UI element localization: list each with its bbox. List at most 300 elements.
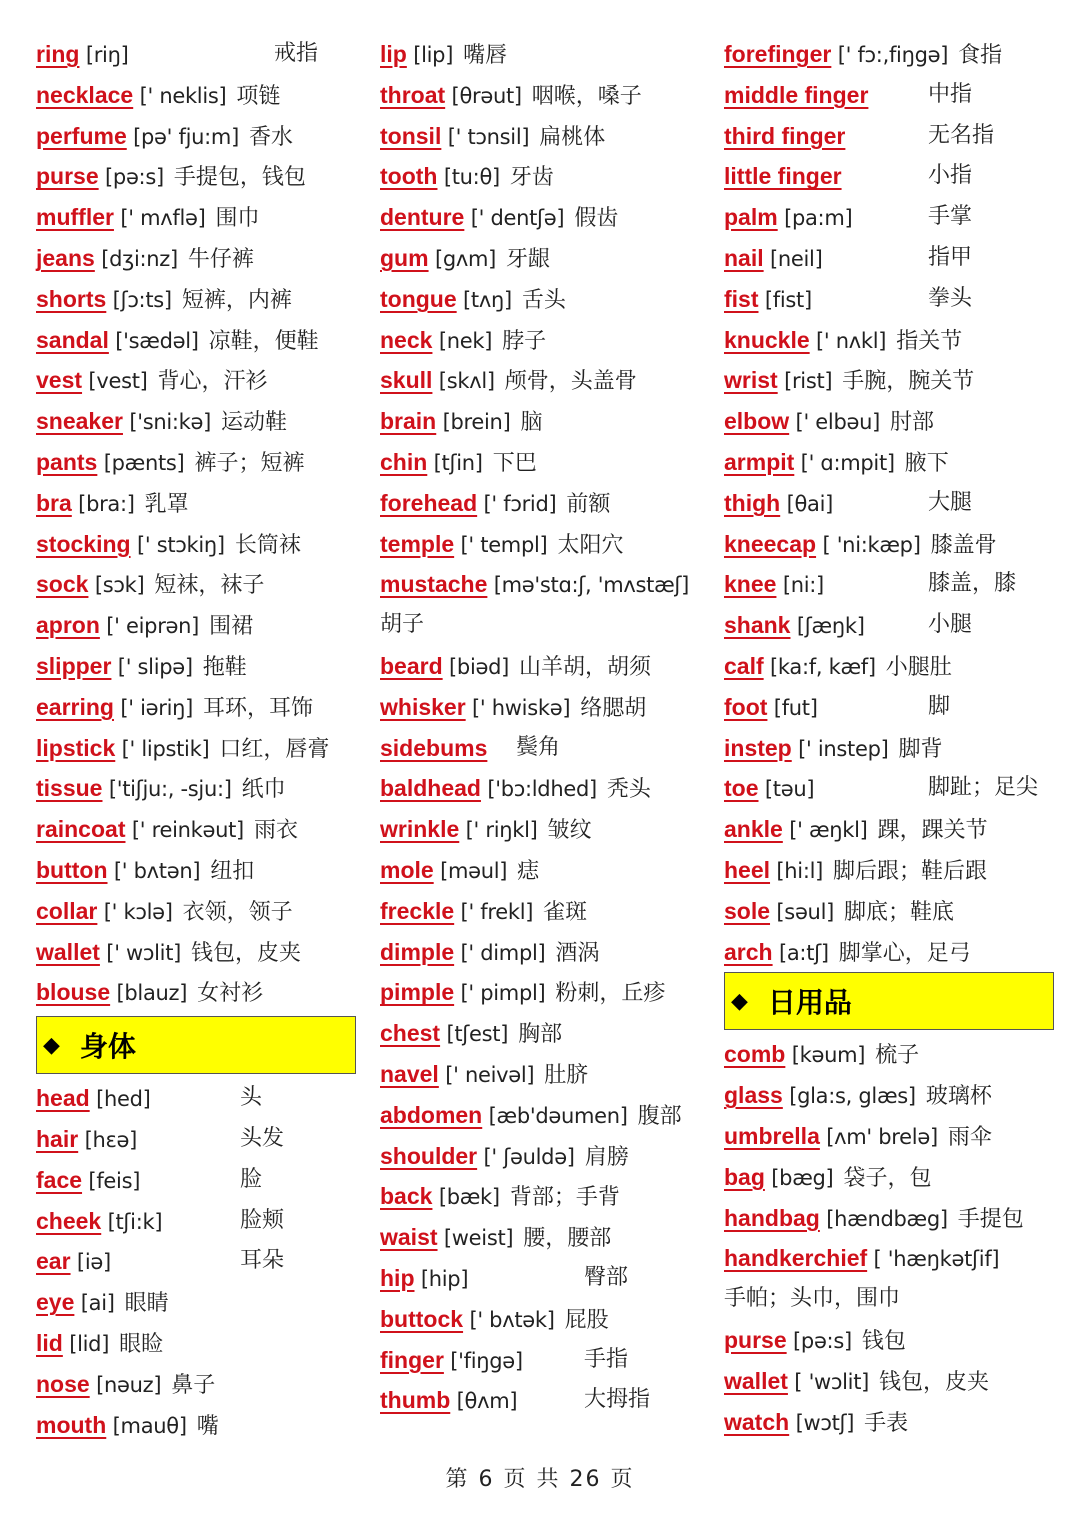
entry-phonetic: [' hwiskə] (465, 695, 571, 720)
vocab-entry (380, 401, 710, 442)
entry-meaning: 腋下 (904, 450, 949, 476)
entry-phonetic: [' fɔ:,fiŋgə] (831, 43, 949, 67)
entry-phonetic: [tʃest] (440, 1022, 509, 1047)
vocab-entry (36, 972, 356, 1013)
page-footer: 第 6 页 共 26 页 (445, 1467, 635, 1492)
entry-word: ankle (724, 816, 783, 843)
vocab-entry (380, 932, 710, 973)
vocab-entry (380, 279, 710, 320)
entry-meaning: 脚 (928, 693, 951, 719)
entry-phonetic: [ka:f, kæf] (763, 654, 876, 679)
entry-meaning-continuation: 胡子 (380, 612, 425, 638)
entry-word: hair (36, 1125, 79, 1152)
entry-phonetic: [pə:s] (786, 1328, 852, 1353)
vocab-entry (380, 360, 710, 401)
entry-phonetic: [' reinkəut] (125, 818, 244, 843)
entry-list (380, 34, 710, 605)
vocab-entry (36, 401, 356, 442)
entry-meaning: 长筒袜 (234, 532, 301, 558)
entry-word: chest (380, 1020, 441, 1047)
entry-word: head (36, 1085, 90, 1112)
entry-word: buttock (380, 1305, 464, 1332)
entry-meaning: 眼睑 (119, 1331, 164, 1357)
vocab-entry (724, 932, 1054, 973)
entry-list (724, 1320, 1054, 1442)
entry-meaning: 玻璃杯 (925, 1084, 992, 1110)
vocab-entry (36, 850, 356, 891)
entry-word: finger (380, 1346, 444, 1373)
entry-phonetic: [gla:s, glæs] (782, 1084, 916, 1109)
entry-phonetic: [rist] (777, 369, 833, 394)
vocab-entry (380, 320, 710, 361)
entry-meaning: 臀部 (584, 1264, 629, 1290)
vocab-entry (36, 1201, 356, 1242)
vocab-entry (36, 891, 356, 932)
entry-meaning: 痣 (517, 858, 540, 884)
vocab-entry (36, 605, 356, 646)
entry-meaning: 前额 (566, 491, 611, 517)
entry-word: abdomen (380, 1101, 483, 1128)
entry-meaning: 颅骨，头盖骨 (504, 369, 637, 395)
entry-phonetic: [' pimpl] (454, 981, 546, 1006)
entry-phonetic: [tʃin] (427, 450, 483, 475)
vocab-entry (724, 891, 1054, 932)
vocab-entry (36, 768, 356, 809)
vocab-entry (380, 75, 710, 116)
entry-meaning: 指甲 (928, 244, 973, 270)
entry-word: earring (36, 693, 114, 720)
entry-word: mouth (36, 1411, 107, 1438)
entry-phonetic: [ʃæŋk] (790, 614, 865, 639)
entry-meaning: 鼻子 (171, 1372, 216, 1398)
entry-word: sneaker (36, 408, 123, 435)
entry-word: calf (724, 652, 764, 679)
vocab-entry (380, 1299, 710, 1340)
entry-word: toe (724, 775, 759, 802)
vocab-entry (380, 768, 710, 809)
entry-meaning: 香水 (248, 124, 293, 150)
entry-meaning: 无名指 (928, 122, 995, 148)
entry-word: necklace (36, 81, 134, 108)
vocab-entry (380, 850, 710, 891)
entry-word: neck (380, 326, 433, 353)
entry-word: tonsil (380, 122, 442, 149)
entry-meaning: 踝，踝关节 (877, 818, 988, 844)
entry-meaning: 秃头 (606, 777, 651, 803)
vocab-entry (380, 687, 710, 728)
entry-word: face (36, 1166, 83, 1193)
entry-list (36, 1078, 356, 1445)
entry-word: heel (724, 856, 771, 883)
entry-meaning: 络腮胡 (580, 695, 647, 721)
entry-phonetic: [' bʌtək] (463, 1307, 555, 1332)
entry-word: nail (724, 244, 764, 271)
entry-phonetic: [neil] (763, 246, 823, 271)
entry-meaning: 短袜，袜子 (154, 573, 265, 599)
entry-meaning: 乳罩 (144, 491, 189, 517)
entry-word: tongue (380, 285, 457, 312)
vocab-entry (36, 1282, 356, 1323)
vocab-entry (36, 524, 356, 565)
section-title: 身体 (79, 1030, 136, 1064)
entry-phonetic: [' slipə] (111, 654, 193, 679)
entry-word: mole (380, 856, 434, 883)
entry-phonetic: [hed] (89, 1087, 151, 1112)
entry-word: sidebums (380, 734, 488, 761)
entry-word: brain (380, 408, 437, 435)
vocab-entry (724, 850, 1054, 891)
vocab-entry (724, 116, 1054, 157)
section-header-body (36, 1016, 356, 1074)
entry-word: skull (380, 367, 433, 394)
entry-phonetic: [lip] (406, 43, 454, 67)
vocab-entry (380, 1136, 710, 1177)
column-1 (36, 34, 356, 1445)
entry-phonetic: [riŋ] (79, 43, 129, 67)
entry-phonetic: [weist] (437, 1226, 514, 1251)
entry-phonetic: [' tɔnsil] (441, 124, 530, 149)
entry-meaning: 纸巾 (241, 777, 286, 803)
entry-meaning: 腰，腰部 (523, 1226, 612, 1252)
entry-word: apron (36, 612, 100, 639)
entry-phonetic: [mauθ] (106, 1413, 187, 1438)
entry-phonetic: [dʒi:nz] (94, 246, 178, 271)
entry-meaning: 裤子；短裤 (194, 450, 305, 476)
entry-phonetic: [skʌl] (432, 369, 495, 394)
entry-meaning: 皱纹 (547, 818, 592, 844)
entry-phonetic: [θrəut] (445, 83, 522, 108)
entry-word: pimple (380, 979, 455, 1006)
entry-meaning: 脸 (240, 1166, 263, 1192)
entry-phonetic: ['fiŋgə] (443, 1348, 523, 1373)
vocab-entry (380, 1176, 710, 1217)
entry-meaning-continuation: 手帕；头巾，围巾 (724, 1286, 901, 1312)
vocab-entry (380, 116, 710, 157)
entry-list (36, 34, 356, 1013)
entry-phonetic: [tʌŋ] (456, 287, 512, 312)
entry-phonetic: [' templ] (454, 532, 548, 557)
entry-meaning: 短裤，内裤 (181, 287, 292, 313)
vocab-entry (36, 564, 356, 605)
entry-meaning: 钱包，皮夹 (879, 1369, 990, 1395)
vocab-entry (724, 197, 1054, 238)
entry-phonetic: [wɔtʃ] (789, 1410, 855, 1435)
entry-word: collar (36, 897, 98, 924)
entry-meaning: 胸部 (518, 1022, 563, 1048)
vocab-entry (724, 75, 1054, 116)
entry-word: fist (724, 285, 759, 312)
entry-phonetic: [lid] (62, 1331, 110, 1356)
entry-meaning: 小腿 (928, 612, 973, 638)
entry-word: whisker (380, 693, 466, 720)
entry-word: glass (724, 1082, 783, 1109)
vocab-entry (36, 116, 356, 157)
entry-meaning: 酒涡 (555, 940, 600, 966)
diamond-icon: ◆ (43, 1032, 60, 1058)
entry-meaning: 大拇指 (584, 1387, 651, 1413)
vocab-entry (36, 687, 356, 728)
entry-meaning: 手提包，钱包 (173, 165, 306, 191)
entry-meaning: 下巴 (492, 450, 537, 476)
entry-phonetic: [pænts] (97, 450, 185, 475)
vocab-entry (724, 1034, 1054, 1075)
entry-phonetic: [æb'dəumen] (482, 1103, 628, 1128)
entry-meaning: 手提包 (957, 1206, 1024, 1232)
vocab-entry (36, 1405, 356, 1446)
vocab-entry (380, 891, 710, 932)
entry-phonetic: [ni:] (776, 573, 824, 598)
entry-meaning: 太阳穴 (557, 532, 624, 558)
vocab-entry (36, 320, 356, 361)
entry-meaning: 小指 (928, 163, 973, 189)
entry-word: navel (380, 1060, 439, 1087)
entry-phonetic: [bæk] (432, 1185, 500, 1210)
entry-meaning: 山羊胡，胡须 (519, 654, 652, 680)
entry-meaning: 凉鞋，便鞋 (208, 328, 319, 354)
entry-phonetic: [' ʃəuldə] (477, 1144, 575, 1169)
entry-meaning: 嘴 (196, 1413, 219, 1439)
entry-meaning: 钱包 (861, 1328, 906, 1354)
vocab-entry (724, 1198, 1054, 1239)
vocab-entry (724, 1075, 1054, 1116)
entry-word: shank (724, 612, 791, 639)
entry-word: throat (380, 81, 446, 108)
entry-word: sandal (36, 326, 109, 353)
entry-phonetic: [fist] (758, 287, 812, 312)
entry-phonetic: [ 'wɔlit] (787, 1369, 870, 1394)
entry-meaning: 拖鞋 (202, 654, 247, 680)
entry-meaning: 膝盖，膝 (928, 571, 1017, 597)
vocab-entry (724, 156, 1054, 197)
entry-phonetic: [nek] (432, 328, 493, 353)
entry-word: wallet (724, 1367, 788, 1394)
vocab-entry (380, 809, 710, 850)
entry-phonetic: [vest] (82, 369, 148, 394)
entry-word: purse (724, 1326, 787, 1353)
entry-phonetic: [' stɔkiŋ] (130, 532, 225, 557)
entry-word: muffler (36, 204, 114, 231)
entry-meaning: 背心，汗衫 (157, 369, 268, 395)
entry-word: armpit (724, 448, 795, 475)
entry-meaning: 拳头 (928, 285, 973, 311)
vocab-entry (36, 1078, 356, 1119)
entry-word: waist (380, 1224, 438, 1251)
entry-phonetic: [' iəriŋ] (113, 695, 194, 720)
entry-list (724, 34, 1054, 972)
entry-word: shoulder (380, 1142, 478, 1169)
entry-word: stocking (36, 530, 131, 557)
entry-phonetic: [' ɑ:mpit] (794, 450, 895, 475)
entry-phonetic: [hip] (414, 1266, 469, 1291)
entry-word: perfume (36, 122, 127, 149)
section-header-daily-items (724, 972, 1054, 1030)
entry-meaning: 脚底；鞋底 (844, 899, 955, 925)
entry-word: slipper (36, 652, 112, 679)
entry-phonetic: [sɔk] (88, 573, 145, 598)
entry-word: wrist (724, 367, 778, 394)
entry-meaning: 围巾 (215, 206, 260, 232)
entry-word: beard (380, 652, 443, 679)
vocab-entry (36, 1160, 356, 1201)
entry-phonetic: [bra:] (71, 491, 135, 516)
entry-word: third finger (724, 122, 846, 149)
vocab-entry (724, 687, 1054, 728)
vocab-entry (380, 1054, 710, 1095)
entry-meaning: 梳子 (875, 1043, 920, 1069)
entry-meaning: 咽喉，嗓子 (531, 83, 642, 109)
vocab-entry (724, 401, 1054, 442)
entry-word: lid (36, 1329, 63, 1356)
entry-phonetic: [pə' fju:m] (126, 124, 239, 149)
entry-meaning: 脚后跟；鞋后跟 (833, 858, 988, 884)
entry-word: lipstick (36, 734, 116, 761)
entry-meaning: 运动鞋 (221, 410, 288, 436)
vocab-entry (36, 75, 356, 116)
vocab-entry (380, 972, 710, 1013)
entry-phonetic: ['tiʃju:, -sju:] (102, 777, 232, 802)
entry-meaning: 膝盖骨 (930, 532, 997, 558)
vocab-entry (380, 1380, 710, 1421)
entry-meaning: 大腿 (928, 489, 973, 515)
entry-word: nose (36, 1370, 90, 1397)
entry-word: forehead (380, 489, 478, 516)
vocab-entry (36, 1323, 356, 1364)
entry-word: button (36, 856, 108, 883)
vocab-entry (724, 1361, 1054, 1402)
entry-phonetic: [' dimpl] (454, 940, 546, 965)
entry-phonetic: [biəd] (442, 654, 510, 679)
entry-word: mustache (380, 571, 488, 598)
vocab-entry (724, 483, 1054, 524)
vocab-entry (724, 809, 1054, 850)
entry-phonetic: ['bɔ:ldhed] (480, 777, 597, 802)
entry-meaning: 牙齿 (509, 165, 554, 191)
vocab-entry (36, 1364, 356, 1405)
entry-phonetic: [' wɔlit] (99, 940, 182, 965)
entry-word: middle finger (724, 81, 869, 108)
entry-phonetic: [fut] (767, 695, 818, 720)
column-3 (724, 34, 1054, 1442)
entry-word: watch (724, 1408, 790, 1435)
entry-phonetic: [tu:θ] (437, 165, 500, 190)
entry-word: blouse (36, 979, 111, 1006)
entry-phonetic: [kəum] (785, 1043, 866, 1068)
entry-meaning: 耳朵 (240, 1248, 285, 1274)
vocab-entry (380, 442, 710, 483)
entry-word: comb (724, 1041, 786, 1068)
entry-meaning: 耳环，耳饰 (203, 695, 314, 721)
entry-list (380, 646, 710, 1421)
vocab-entry (724, 1238, 1054, 1279)
vocab-entry (380, 564, 710, 605)
entry-phonetic: [' mʌflə] (113, 206, 206, 231)
entry-word: bra (36, 489, 72, 516)
entry-phonetic: [' neivəl] (438, 1062, 535, 1087)
entry-meaning: 鬓角 (516, 734, 561, 760)
vocab-entry (36, 728, 356, 769)
entry-word: freckle (380, 897, 455, 924)
entry-word: temple (380, 530, 455, 557)
entry-list (724, 1034, 1054, 1279)
entry-meaning: 脚趾；足尖 (928, 775, 1039, 801)
entry-meaning: 牙龈 (506, 246, 551, 272)
entry-meaning: 背部；手背 (509, 1185, 620, 1211)
vocab-entry (724, 605, 1054, 646)
entry-meaning: 女衬衫 (197, 981, 264, 1007)
vocab-entry (36, 360, 356, 401)
entry-meaning: 舌头 (521, 287, 566, 313)
vocab-entry (380, 1217, 710, 1258)
entry-phonetic: [ʌm' brelə] (819, 1124, 938, 1149)
entry-meaning: 脚背 (898, 736, 943, 762)
entry-phonetic: [' æŋkl] (782, 818, 868, 843)
entry-meaning: 食指 (958, 43, 1003, 68)
entry-phonetic: [' elbəu] (789, 410, 880, 435)
vocab-entry (724, 564, 1054, 605)
entry-word: baldhead (380, 775, 481, 802)
vocab-entry (724, 1157, 1054, 1198)
entry-meaning: 腹部 (637, 1103, 682, 1129)
entry-meaning: 肩膀 (584, 1144, 629, 1170)
entry-word: cheek (36, 1207, 102, 1234)
entry-word: umbrella (724, 1122, 820, 1149)
entry-word: palm (724, 204, 778, 231)
entry-meaning: 衣领，领子 (182, 899, 293, 925)
entry-word: kneecap (724, 530, 817, 557)
entry-word: thigh (724, 489, 781, 516)
entry-word: arch (724, 938, 773, 965)
entry-phonetic: [tʃi:k] (101, 1209, 163, 1234)
entry-meaning: 脸颊 (240, 1207, 285, 1233)
entry-word: vest (36, 367, 83, 394)
entry-meaning: 肚脐 (544, 1062, 589, 1088)
entry-word: tissue (36, 775, 103, 802)
entry-word: ear (36, 1248, 71, 1275)
entry-word: dimple (380, 938, 455, 965)
entry-word: ring (36, 41, 80, 67)
entry-word: gum (380, 244, 429, 271)
entry-phonetic: [' lipstik] (115, 736, 210, 761)
vocab-entry (36, 646, 356, 687)
entry-phonetic: [təu] (758, 777, 815, 802)
vocab-entry (724, 320, 1054, 361)
entry-meaning: 眼睛 (124, 1291, 169, 1317)
vocab-entry (724, 1320, 1054, 1361)
vocab-entry (724, 524, 1054, 565)
entry-word: thumb (380, 1387, 451, 1414)
entry-meaning: 围裙 (209, 614, 254, 640)
entry-word: handkerchief (724, 1245, 868, 1272)
entry-phonetic: [səul] (770, 899, 834, 924)
entry-phonetic: [blauz] (110, 981, 188, 1006)
entry-meaning: 戒指 (274, 41, 319, 66)
entry-phonetic: [mə'stɑ:ʃ, 'mʌstæʃ] (487, 573, 690, 598)
entry-word: instep (724, 734, 792, 761)
vocab-entry (36, 483, 356, 524)
entry-word: elbow (724, 408, 790, 435)
entry-meaning: 手腕，腕关节 (842, 369, 975, 395)
entry-phonetic: [' neklis] (133, 83, 227, 108)
vocab-entry (380, 156, 710, 197)
entry-phonetic: [hændbæg] (819, 1206, 948, 1231)
entry-meaning: 手掌 (928, 204, 973, 230)
entry-meaning: 脑 (520, 410, 543, 436)
entry-phonetic: [θai] (780, 491, 834, 516)
vocab-entry (380, 483, 710, 524)
entry-meaning: 雨衣 (253, 818, 298, 844)
vocab-entry (724, 360, 1054, 401)
vocab-entry (724, 34, 1054, 75)
